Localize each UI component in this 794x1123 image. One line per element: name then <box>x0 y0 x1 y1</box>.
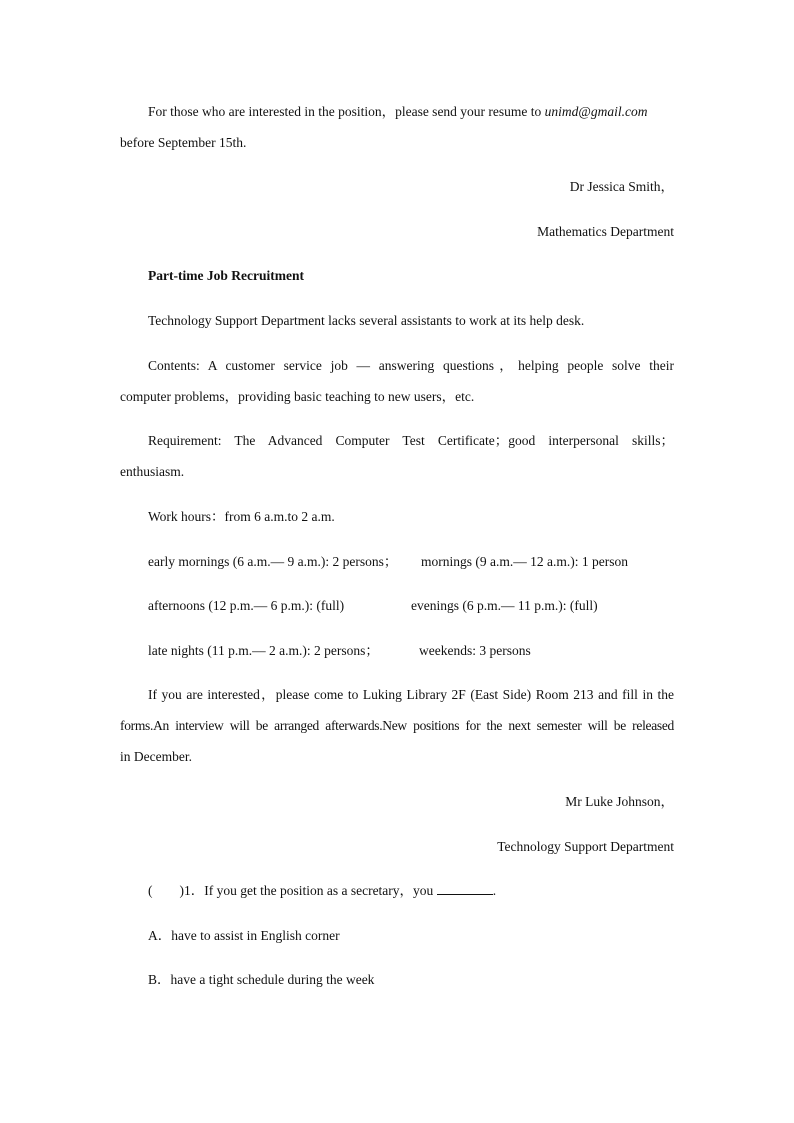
intro-text: Technology Support Department lacks several assistants to work at its help desk. <box>148 313 585 328</box>
question-suffix: . <box>492 883 497 898</box>
question-prefix: ( )1．If you get the position as a secretary，you <box>148 883 434 898</box>
contents-line-2: computer problems，providing basic teaching to new users，etc. <box>120 389 475 404</box>
schedule-left: late nights (11 p.m.— 2 a.m.): 2 persons； <box>148 643 379 658</box>
deadline-text: before September 15th. <box>120 135 247 150</box>
schedule-right: evenings (6 p.m.— 11 p.m.): (full) <box>411 598 598 613</box>
signer-department: Mathematics Department <box>537 224 674 239</box>
work-hours: Work hours：from 6 a.m.to 2 a.m. <box>148 509 335 524</box>
schedule-left: early mornings (6 a.m.— 9 a.m.): 2 persons； <box>148 554 398 569</box>
schedule-right: weekends: 3 persons <box>419 643 531 658</box>
schedule-right: mornings (9 a.m.— 12 a.m.): 1 person <box>421 554 628 569</box>
section-title: Part-time Job Recruitment <box>148 268 304 283</box>
signer-name: Mr Luke Johnson， <box>565 794 674 809</box>
apply-line-1: If you are interested，please come to Luking Library 2F (East Side) Room 213 and fill in the <box>148 687 674 702</box>
schedule-row <box>148 553 674 571</box>
question-stem <box>148 882 674 900</box>
option-a: A．have to assist in English corner <box>148 928 340 943</box>
signer-name: Dr Jessica Smith， <box>569 179 674 194</box>
requirement-line-1: Requirement: The Advanced Computer Test Certificate；good interpersonal skills； <box>148 433 674 448</box>
apply-line-3: in December. <box>120 749 192 764</box>
apply-line-2: forms.An interview will be arranged afterwards.New positions for the next semester will be released <box>120 718 674 733</box>
schedule-left: afternoons (12 p.m.— 6 p.m.): (full) <box>148 598 345 613</box>
answer-blank <box>437 882 493 895</box>
resume-instruction-text: For those who are interested in the position，please send your resume to <box>148 104 545 119</box>
schedule-row <box>148 597 674 615</box>
signer-department: Technology Support Department <box>497 839 674 854</box>
requirement-line-2: enthusiasm. <box>120 464 185 479</box>
contact-email: unimd@gmail.com <box>544 104 648 119</box>
schedule-row <box>148 642 674 660</box>
resume-instruction <box>148 103 674 121</box>
option-b: B．have a tight schedule during the week <box>148 972 375 987</box>
contents-line-1: Contents: A customer service job — answering questions，helping people solve their <box>148 358 674 373</box>
